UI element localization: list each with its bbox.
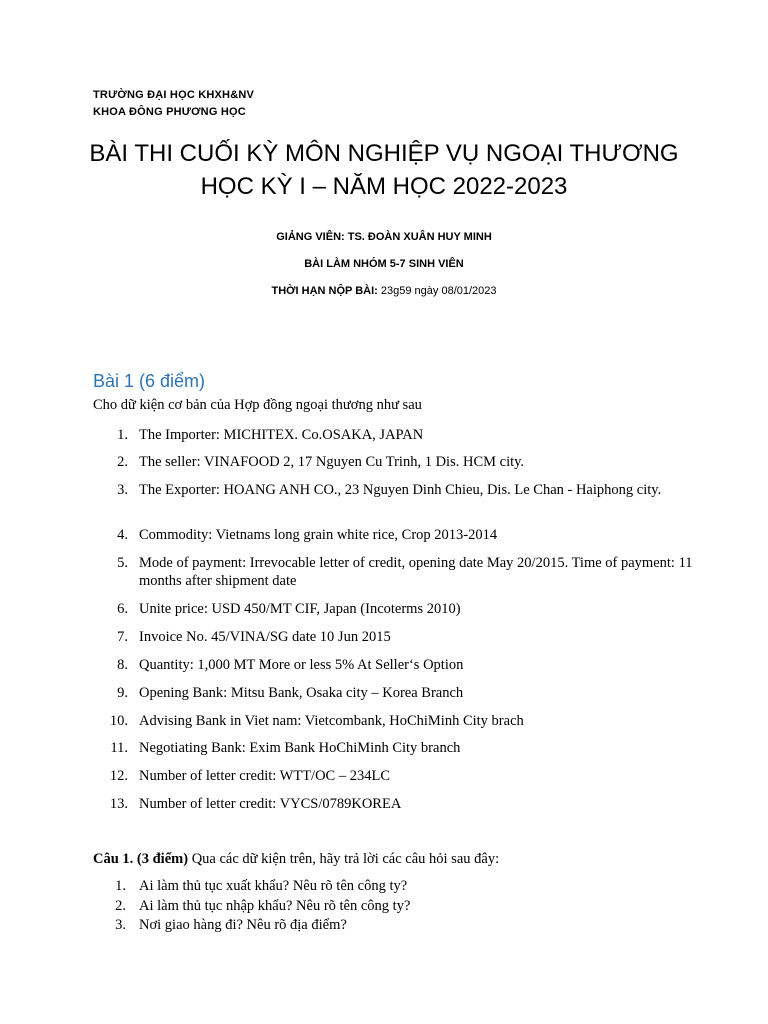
list-item-text: The Exporter: HOANG ANH CO., 23 Nguyen Dinh Chieu, Dis. Le Chan - Haiphong city. [139, 482, 662, 498]
list-item-text: Opening Bank: Mitsu Bank, Osaka city – Korea Branch [139, 685, 464, 701]
question-item [93, 877, 713, 895]
list-item-number: 2. [117, 454, 128, 470]
list-item [93, 767, 713, 785]
question-label: Câu 1. (3 điểm) [93, 851, 189, 867]
list-item-number: 5. [117, 555, 128, 571]
list-item [93, 628, 713, 646]
list-item-number: 8. [117, 657, 128, 673]
list-item-text: Commodity: Vietnams long grain white rice, Crop 2013-2014 [139, 527, 498, 543]
lecturer-line: GIẢNG VIÊN: TS. ĐOÀN XUÂN HUY MINH [276, 231, 492, 243]
group-work-line: BÀI LÀM NHÓM 5-7 SINH VIÊN [304, 258, 464, 270]
question-item-number: 2. [115, 898, 126, 914]
list-item-text: Quantity: 1,000 MT More or less 5% At Seller‘s Option [139, 657, 464, 673]
exam-title-line-1: BÀI THI CUỐI KỲ MÔN NGHIỆP VỤ NGOẠI THƯƠNG [89, 140, 679, 167]
list-item [93, 554, 713, 590]
question-item-number: 3. [115, 917, 126, 933]
list-item-number: 6. [117, 601, 128, 617]
list-item [93, 656, 713, 674]
list-item [93, 795, 713, 813]
list-item-number: 3. [117, 482, 128, 498]
list-item-text: Mode of payment: Irrevocable letter of credit, opening date May 20/2015. Time of payment: 11 months after shipment date [139, 555, 693, 589]
school-name: TRƯỜNG ĐẠI HỌC KHXH&NV [93, 89, 255, 101]
faculty-name: KHOA ĐÔNG PHƯƠNG HỌC [93, 106, 246, 118]
question-item [93, 916, 713, 934]
list-item-number: 13. [109, 796, 128, 812]
list-item-text: The Importer: MICHITEX. Co.OSAKA, JAPAN [139, 427, 424, 443]
list-item-number: 11. [110, 740, 128, 756]
list-item-number: 7. [117, 629, 128, 645]
deadline-line [0, 285, 768, 297]
list-item-number: 12. [109, 768, 128, 784]
list-item-text: Advising Bank in Viet nam: Vietcombank, HoChiMinh City brach [139, 713, 524, 729]
list-item [93, 526, 713, 544]
list-item [93, 600, 713, 618]
list-item-text: Number of letter credit: VYCS/0789KOREA [139, 796, 402, 812]
list-item-text: Invoice No. 45/VINA/SG date 10 Jun 2015 [139, 629, 391, 645]
list-item [93, 684, 713, 702]
question-item-text: Ai làm thủ tục nhập khẩu? Nêu rõ tên công ty? [139, 898, 411, 914]
list-item-number: 10. [109, 713, 128, 729]
deadline-label: THỜI HẠN NỘP BÀI: [271, 285, 378, 297]
list-item-text: Unite price: USD 450/MT CIF, Japan (Incoterms 2010) [139, 601, 461, 617]
list-item-text: The seller: VINAFOOD 2, 17 Nguyen Cu Trinh, 1 Dis. HCM city. [139, 454, 525, 470]
list-item [93, 426, 713, 444]
list-item [93, 453, 713, 471]
list-item-text: Number of letter credit: WTT/OC – 234LC [139, 768, 391, 784]
question-text: Qua các dữ kiện trên, hãy trả lời các câu hỏi sau đây: [188, 851, 500, 867]
question-item-number: 1. [115, 878, 126, 894]
list-item-number: 9. [117, 685, 128, 701]
section-intro: Cho dữ kiện cơ bản của Hợp đồng ngoại thương như sau [93, 397, 422, 413]
list-item-text: Negotiating Bank: Exim Bank HoChiMinh City branch [139, 740, 461, 756]
question-item [93, 897, 713, 915]
list-item [93, 712, 713, 730]
deadline-value: 23g59 ngày 08/01/2023 [377, 285, 497, 297]
question-item-text: Ai làm thủ tục xuất khẩu? Nêu rõ tên công ty? [139, 878, 408, 894]
question-item-text: Nơi giao hàng đi? Nêu rõ địa điểm? [139, 917, 347, 933]
list-item [93, 481, 713, 499]
question-title [93, 851, 499, 868]
list-item [93, 739, 713, 757]
section-heading: Bài 1 (6 điểm) [93, 371, 206, 391]
list-item-number: 4. [117, 527, 128, 543]
list-item-number: 1. [117, 427, 128, 443]
exam-title-line-2: HỌC KỲ I – NĂM HỌC 2022-2023 [200, 173, 568, 200]
